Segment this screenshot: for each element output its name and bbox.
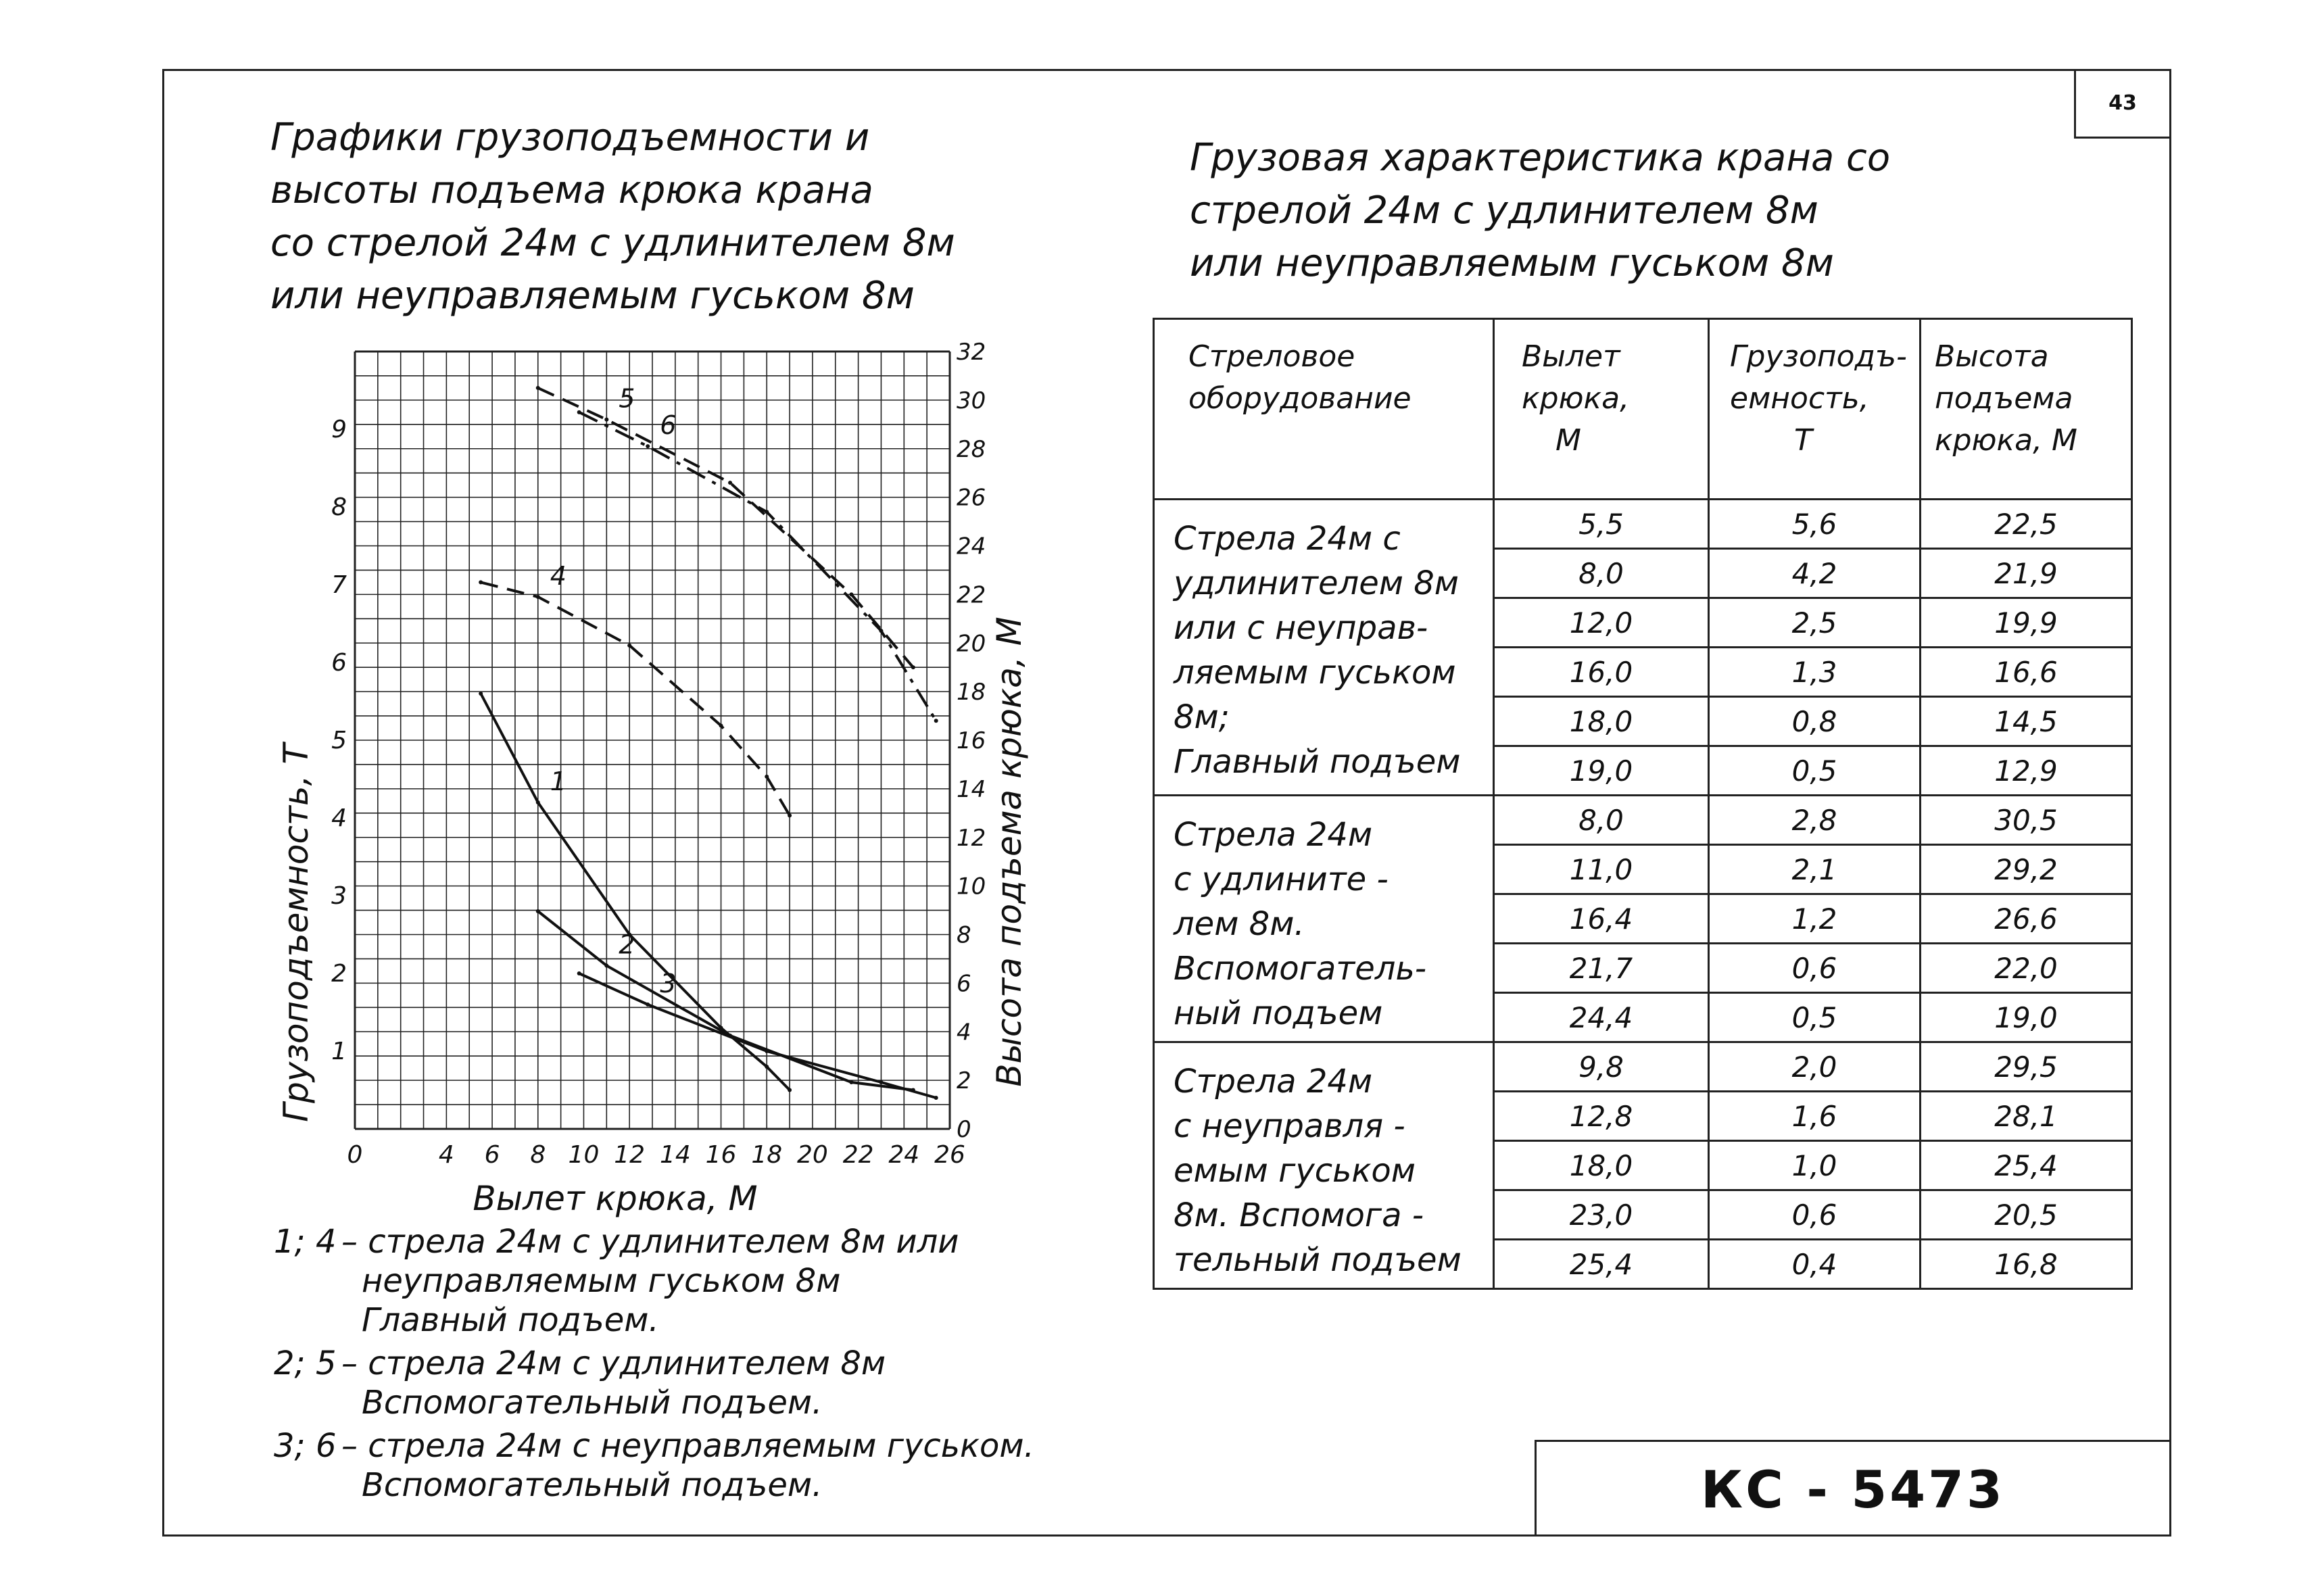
data-point bbox=[934, 719, 938, 723]
header-text: М bbox=[1555, 423, 1581, 458]
reach-cell: 25,4 bbox=[1494, 1240, 1709, 1289]
series-line-6 bbox=[579, 412, 936, 721]
series-line-2 bbox=[538, 911, 913, 1090]
load-characteristics-table bbox=[1153, 318, 2133, 1290]
y-right-tick-label: 8 bbox=[957, 921, 971, 949]
y-right-tick-label: 30 bbox=[957, 387, 986, 414]
series-label: 2 bbox=[619, 929, 635, 960]
equipment-cell bbox=[1154, 796, 1494, 1042]
reach-cell: 23,0 bbox=[1494, 1190, 1709, 1240]
y-left-tick-label: 4 bbox=[331, 804, 347, 832]
x-tick-label: 0 bbox=[347, 1141, 363, 1169]
reach-cell: 8,0 bbox=[1494, 796, 1709, 845]
table-title-line: или неуправляемым гуськом 8м bbox=[1190, 241, 1834, 285]
x-tick-label: 6 bbox=[484, 1141, 500, 1169]
y-left-tick-label: 3 bbox=[331, 882, 347, 910]
x-axis-label: Вылет крюка, М bbox=[473, 1179, 758, 1218]
header-text: Стреловое bbox=[1188, 339, 1355, 374]
data-point bbox=[765, 1065, 769, 1069]
equipment-label-line: лем 8м. bbox=[1174, 905, 1305, 943]
y-left-tick-label: 5 bbox=[331, 727, 347, 754]
header-text: Т bbox=[1794, 423, 1812, 458]
load-cell: 0,5 bbox=[1709, 746, 1921, 796]
load-cell: 2,8 bbox=[1709, 796, 1921, 845]
equipment-label-line: с удлините - bbox=[1174, 861, 1389, 898]
data-point bbox=[719, 723, 723, 727]
chart-labels bbox=[331, 339, 986, 1169]
y-right-tick-label: 18 bbox=[957, 679, 986, 706]
chart-legend bbox=[274, 1222, 1220, 1509]
header-text: крюка, М bbox=[1935, 423, 2078, 458]
data-point bbox=[646, 1002, 650, 1007]
data-point bbox=[536, 909, 540, 913]
x-tick-label: 24 bbox=[888, 1141, 920, 1169]
table-header-row bbox=[1154, 319, 2132, 500]
y-left-tick-label: 8 bbox=[331, 493, 347, 521]
x-tick-label: 22 bbox=[842, 1141, 874, 1169]
height-cell: 19,0 bbox=[1921, 993, 2132, 1042]
y-left-tick-label: 2 bbox=[331, 960, 347, 988]
y-axis-left-label: Грузоподъемность, Т bbox=[276, 744, 316, 1122]
equipment-label-line: с неуправля - bbox=[1174, 1107, 1405, 1145]
height-cell: 12,9 bbox=[1921, 746, 2132, 796]
data-point bbox=[577, 410, 581, 414]
height-cell: 16,8 bbox=[1921, 1240, 2132, 1289]
series-label: 1 bbox=[550, 767, 566, 796]
load-cell: 2,0 bbox=[1709, 1042, 1921, 1092]
load-cell: 0,5 bbox=[1709, 993, 1921, 1042]
y-right-tick-label: 14 bbox=[957, 775, 986, 803]
x-tick-label: 26 bbox=[934, 1141, 965, 1169]
data-point bbox=[934, 1096, 938, 1100]
y-axis-right-label: Высота подъема крюка, М bbox=[990, 616, 1029, 1087]
equipment-label-line: 8м; bbox=[1174, 698, 1230, 736]
y-left-tick-label: 1 bbox=[331, 1038, 347, 1065]
load-cell: 1,3 bbox=[1709, 648, 1921, 697]
y-right-tick-label: 20 bbox=[957, 630, 986, 658]
reach-cell: 8,0 bbox=[1494, 549, 1709, 598]
chart-title bbox=[270, 112, 1082, 322]
load-cell: 2,1 bbox=[1709, 845, 1921, 894]
equipment-label-line: удлинителем 8м bbox=[1174, 564, 1459, 602]
load-cell: 2,5 bbox=[1709, 598, 1921, 648]
height-cell: 22,5 bbox=[1921, 500, 2132, 549]
equipment-label-line: Стрела 24м с bbox=[1174, 520, 1401, 558]
legend-item bbox=[274, 1344, 1220, 1422]
y-right-tick-label: 32 bbox=[957, 339, 986, 366]
header-text: емность, bbox=[1730, 381, 1869, 416]
x-tick-label: 8 bbox=[530, 1141, 546, 1169]
load-cell: 0,8 bbox=[1709, 697, 1921, 746]
chart-title-line: со стрелой 24м с удлинителем 8м bbox=[270, 221, 955, 265]
y-right-tick-label: 6 bbox=[957, 970, 971, 998]
reach-cell: 21,7 bbox=[1494, 944, 1709, 993]
data-point bbox=[479, 580, 483, 584]
y-right-tick-label: 10 bbox=[957, 873, 986, 900]
equipment-label-line: емым гуськом bbox=[1174, 1152, 1416, 1190]
equipment-label-line: ляемым гуськом bbox=[1174, 654, 1456, 692]
x-tick-label: 14 bbox=[659, 1141, 691, 1169]
height-cell: 21,9 bbox=[1921, 549, 2132, 598]
series-label: 6 bbox=[660, 410, 677, 441]
legend-text: Вспомогательный подъем. bbox=[362, 1384, 823, 1422]
equipment-label-line: Стрела 24м bbox=[1174, 816, 1373, 854]
chart-series bbox=[479, 384, 938, 1100]
reach-cell: 5,5 bbox=[1494, 500, 1709, 549]
data-point bbox=[765, 775, 769, 779]
y-right-tick-label: 26 bbox=[957, 484, 986, 512]
load-cell: 0,6 bbox=[1709, 944, 1921, 993]
table-title-line: стрелой 24м с удлинителем 8м bbox=[1190, 189, 1818, 233]
legend-key: 3; 6 bbox=[274, 1427, 337, 1465]
y-right-tick-label: 24 bbox=[957, 533, 986, 560]
height-cell: 29,5 bbox=[1921, 1042, 2132, 1092]
header-load bbox=[1709, 319, 1921, 500]
equipment-label-line: 8м. Вспомога - bbox=[1174, 1196, 1424, 1234]
data-point bbox=[604, 418, 608, 422]
height-cell: 25,4 bbox=[1921, 1141, 2132, 1190]
header-height bbox=[1921, 319, 2132, 500]
header-reach bbox=[1494, 319, 1709, 500]
reach-cell: 12,0 bbox=[1494, 598, 1709, 648]
header-text: Грузоподъ- bbox=[1730, 339, 1907, 374]
legend-key: 1; 4 bbox=[274, 1223, 337, 1261]
y-right-tick-label: 28 bbox=[957, 435, 986, 463]
data-point bbox=[479, 692, 483, 696]
legend-text: неуправляемым гуськом 8м bbox=[362, 1262, 841, 1300]
x-tick-label: 16 bbox=[705, 1141, 737, 1169]
drawing-code-stamp: КС - 5473 bbox=[1535, 1440, 2169, 1537]
reach-cell: 12,8 bbox=[1494, 1092, 1709, 1141]
chart-title-line: Графики грузоподъемности и bbox=[270, 116, 870, 160]
data-point bbox=[765, 510, 769, 514]
equipment-cell bbox=[1154, 500, 1494, 796]
y-right-tick-label: 16 bbox=[957, 727, 986, 754]
table-title-line: Грузовая характеристика крана со bbox=[1190, 136, 1891, 180]
legend-text: – стрела 24м с удлинителем 8м bbox=[341, 1345, 886, 1382]
x-tick-label: 20 bbox=[797, 1141, 828, 1169]
data-point bbox=[788, 1088, 792, 1092]
legend-text: Вспомогательный подъем. bbox=[362, 1466, 823, 1504]
equipment-label-line: тельный подъем bbox=[1174, 1241, 1462, 1279]
legend-item bbox=[274, 1222, 1220, 1340]
header-text: крюка, bbox=[1522, 381, 1630, 416]
reach-cell: 18,0 bbox=[1494, 697, 1709, 746]
reach-cell: 9,8 bbox=[1494, 1042, 1709, 1092]
x-tick-label: 10 bbox=[568, 1141, 600, 1169]
height-cell: 28,1 bbox=[1921, 1092, 2132, 1141]
legend-text: – стрела 24м с неуправляемым гуськом. bbox=[341, 1427, 1034, 1465]
reach-cell: 19,0 bbox=[1494, 746, 1709, 796]
reach-cell: 11,0 bbox=[1494, 845, 1709, 894]
table-row bbox=[1154, 500, 2132, 549]
chart-title-line: или неуправляемым гуськом 8м bbox=[270, 274, 915, 318]
data-point bbox=[849, 1080, 853, 1084]
series-label: 3 bbox=[660, 969, 677, 998]
table-title bbox=[1190, 132, 2069, 290]
data-point bbox=[536, 800, 540, 804]
height-cell: 20,5 bbox=[1921, 1190, 2132, 1240]
load-height-chart bbox=[257, 338, 1115, 1230]
legend-text: – стрела 24м с удлинителем 8м или bbox=[341, 1223, 959, 1261]
load-cell: 5,6 bbox=[1709, 500, 1921, 549]
legend-text: Главный подъем. bbox=[362, 1301, 659, 1339]
height-cell: 30,5 bbox=[1921, 796, 2132, 845]
data-point bbox=[788, 813, 792, 817]
equipment-label-line: или с неуправ- bbox=[1174, 609, 1428, 647]
load-cell: 0,4 bbox=[1709, 1240, 1921, 1289]
data-point bbox=[646, 444, 650, 448]
height-cell: 19,9 bbox=[1921, 598, 2132, 648]
y-right-tick-label: 2 bbox=[957, 1067, 971, 1095]
reach-cell: 16,0 bbox=[1494, 648, 1709, 697]
header-equipment bbox=[1154, 319, 1494, 500]
equipment-label-line: Главный подъем bbox=[1174, 743, 1461, 781]
load-cell: 1,2 bbox=[1709, 894, 1921, 944]
data-point bbox=[879, 629, 883, 633]
equipment-label-line: ный подъем bbox=[1174, 994, 1383, 1032]
data-point bbox=[627, 644, 631, 648]
y-right-tick-label: 22 bbox=[957, 581, 986, 609]
legend-key: 2; 5 bbox=[274, 1345, 337, 1382]
y-right-tick-label: 4 bbox=[957, 1019, 971, 1046]
data-point bbox=[577, 971, 581, 975]
y-left-tick-label: 6 bbox=[331, 649, 347, 677]
load-cell: 1,6 bbox=[1709, 1092, 1921, 1141]
y-right-tick-label: 0 bbox=[957, 1116, 971, 1143]
series-line-3 bbox=[579, 973, 936, 1098]
height-cell: 29,2 bbox=[1921, 845, 2132, 894]
header-text: оборудование bbox=[1188, 381, 1412, 416]
reach-cell: 24,4 bbox=[1494, 993, 1709, 1042]
reach-cell: 16,4 bbox=[1494, 894, 1709, 944]
equipment-label-line: Вспомогатель- bbox=[1174, 950, 1427, 988]
equipment-label-line: Стрела 24м bbox=[1174, 1063, 1373, 1101]
chart-grid bbox=[355, 352, 950, 1129]
chart-title-line: высоты подъема крюка крана bbox=[270, 168, 873, 212]
y-left-tick-label: 7 bbox=[331, 571, 347, 599]
height-cell: 16,6 bbox=[1921, 648, 2132, 697]
reach-cell: 18,0 bbox=[1494, 1141, 1709, 1190]
header-text: Высота bbox=[1935, 339, 2049, 374]
data-point bbox=[604, 964, 608, 968]
load-cell: 0,6 bbox=[1709, 1190, 1921, 1240]
height-cell: 26,6 bbox=[1921, 894, 2132, 944]
x-tick-label: 4 bbox=[438, 1141, 454, 1169]
header-text: подъема bbox=[1935, 381, 2073, 416]
series-label: 5 bbox=[619, 383, 635, 414]
chart-svg bbox=[257, 338, 1115, 1230]
height-cell: 14,5 bbox=[1921, 697, 2132, 746]
x-tick-label: 12 bbox=[614, 1141, 646, 1169]
height-cell: 22,0 bbox=[1921, 944, 2132, 993]
table-row bbox=[1154, 796, 2132, 845]
data-point bbox=[765, 1049, 769, 1053]
data-point bbox=[911, 665, 915, 669]
data-point bbox=[879, 1080, 883, 1084]
x-tick-label: 18 bbox=[751, 1141, 783, 1169]
y-right-tick-label: 12 bbox=[957, 824, 986, 852]
table-row bbox=[1154, 1042, 2132, 1092]
series-label: 4 bbox=[550, 560, 566, 591]
equipment-cell bbox=[1154, 1042, 1494, 1289]
header-text: Вылет bbox=[1522, 339, 1620, 374]
data-point bbox=[536, 386, 540, 390]
data-point bbox=[849, 592, 853, 596]
page-number: 43 bbox=[2074, 69, 2169, 139]
y-left-tick-label: 9 bbox=[331, 416, 347, 443]
data-point bbox=[536, 595, 540, 599]
series-line-1 bbox=[481, 694, 790, 1090]
load-cell: 1,0 bbox=[1709, 1141, 1921, 1190]
data-point bbox=[728, 481, 732, 485]
legend-item bbox=[274, 1426, 1220, 1505]
load-cell: 4,2 bbox=[1709, 549, 1921, 598]
